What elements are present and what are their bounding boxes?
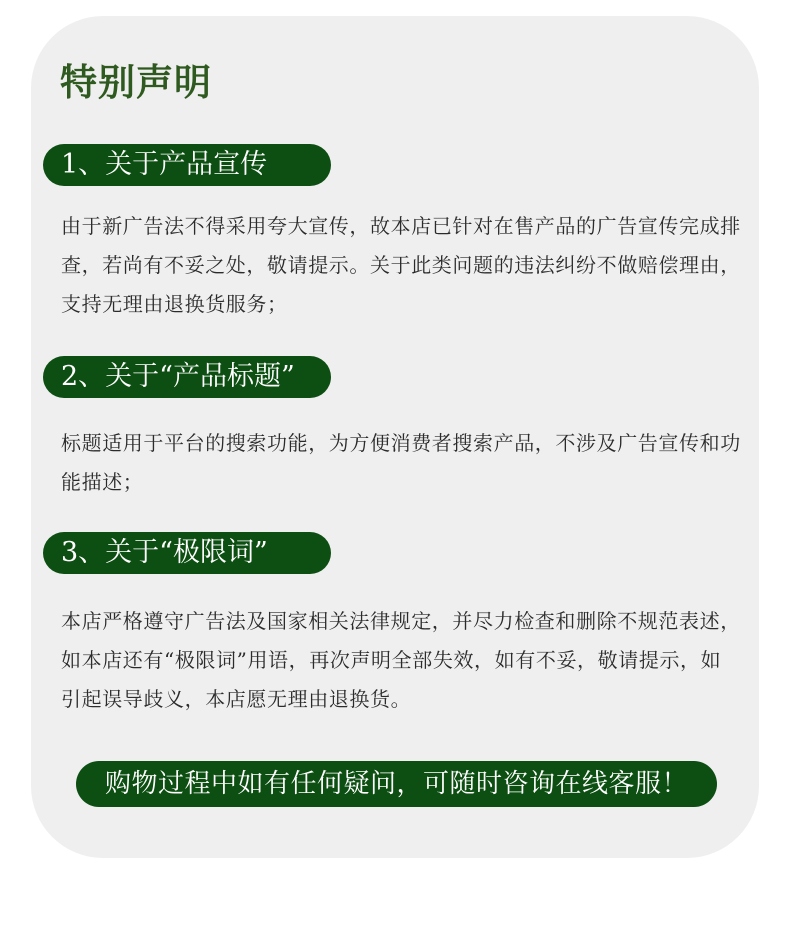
section-1-body: 由于新广告法不得采用夸大宣传，故本店已针对在售产品的广告宣传完成排查，若尚有不妥之处，敬请提示。关于此类问题的违法纠纷不做赔偿理由，支持无理由退换货服务； bbox=[61, 214, 741, 316]
section-2-body: 标题适用于平台的搜索功能，为方便消费者搜索产品，不涉及广告宣传和功能描述； bbox=[61, 431, 741, 494]
section-3-heading: 3、关于“极限词” bbox=[43, 532, 331, 574]
section-1-heading: 1、关于产品宣传 bbox=[43, 144, 331, 186]
section-3-body: 本店严格遵守广告法及国家相关法律规定，并尽力检查和删除不规范表述，如本店还有“极限词”用语，再次声明全部失效，如有不妥，敬请提示，如引起误导歧义，本店愿无理由退换货。 bbox=[61, 609, 741, 711]
section-2-heading: 2、关于“产品标题” bbox=[43, 356, 331, 398]
page-title: 特别声明 bbox=[60, 60, 212, 104]
contact-service-banner: 购物过程中如有任何疑问，可随时咨询在线客服！ bbox=[76, 761, 717, 807]
